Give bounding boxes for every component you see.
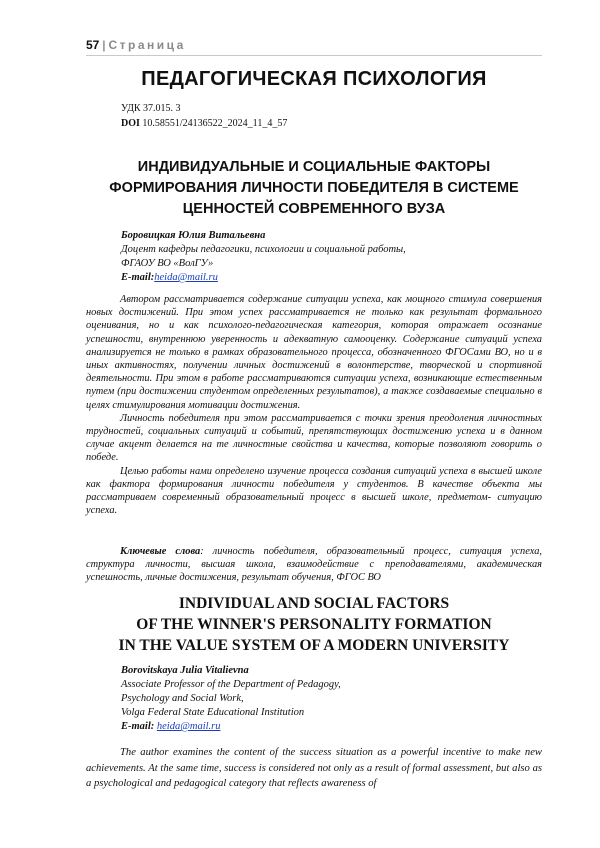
author-block-en: [121, 664, 341, 734]
title-en-line: OF THE WINNER'S PERSONALITY FORMATION: [136, 616, 492, 633]
author-position-en: Psychology and Social Work,: [121, 693, 244, 704]
title-ru-line: ЦЕННОСТЕЙ СОВРЕМЕННОГО ВУЗА: [182, 201, 446, 217]
article-title-en: [86, 593, 542, 656]
title-en-line: IN THE VALUE SYSTEM OF A MODERN UNIVERSITY: [118, 637, 510, 654]
author-name-ru: Боровицкая Юлия Витальевна: [121, 230, 266, 241]
abstract-ru: [86, 293, 542, 517]
abstract-en-paragraph: The author examines the content of the success situation as a powerful incentive to make new achievements. At the same time, success is considered not only as a result of formal assessment, but also as a psychological and pedagogical category that reflects awareness of: [86, 747, 542, 789]
udc-code: УДК 37.015. 3: [121, 103, 181, 114]
email-label-ru: E-mail:: [121, 272, 155, 283]
article-title-ru: [86, 157, 542, 220]
author-position-en: Associate Professor of the Department of Pedagogy,: [121, 679, 341, 690]
running-head: [86, 38, 186, 52]
author-block-ru: [121, 229, 406, 285]
author-position-ru: Доцент кафедры педагогики, психологии и социальной работы,: [121, 244, 406, 255]
page-number: 57: [86, 38, 100, 52]
author-name-en: Borovitskaya Julia Vitalievna: [121, 665, 249, 676]
abstract-ru-paragraph: Автором рассматривается содержание ситуации успеха, как мощного стимула совершения новых достижений. При этом успех рассматривается не только как результат формального оценивания, но и как психолого-педагогическая категория, которая отражает осознание успешности, внутреннюю уверенность и адекватную самооценку. Содержание ситуаций успеха анализируется не только в рамках образовательного процесса, обозначенного ФГОСами ВО, но и в иных активностях, получении личных достижений в волонтерстве, творческой и спортивной деятельности. При этом в работе рассматриваются ситуации успеха, возникающие естественным путем (при достижении студентом определенных результатов), а также создаваемые специально в целях стимулирования мотивации достижения.: [86, 294, 542, 411]
doi-label: DOI: [121, 118, 140, 129]
abstract-ru-paragraph: Целью работы нами определено изучение процесса создания ситуаций успеха в высшей школе как фактора формирования личности победителя у студентов. В качестве объекта мы рассматриваем современный образовательный процесс в высшей школе, предметом- ситуацию успеха.: [86, 465, 542, 517]
doi-line: [121, 117, 287, 130]
keywords-label: Ключевые слова: [120, 546, 201, 557]
running-head-separator: |: [102, 38, 106, 52]
abstract-ru-paragraph: Личность победителя при этом рассматривается с точки зрения преодоления личностных трудностей, социальных ситуаций и событий, препятствующих достижению успеха и в данном случае акцент делается на те личностные свойства и качества, которые позволяют говорить о победе.: [86, 412, 542, 464]
author-org-ru: ФГАОУ ВО «ВолГУ»: [121, 258, 214, 269]
email-link-ru[interactable]: heida@mail.ru: [154, 272, 218, 283]
header-rule: [86, 55, 542, 56]
running-head-word: Страница: [108, 38, 186, 52]
title-ru-line: ФОРМИРОВАНИЯ ЛИЧНОСТИ ПОБЕДИТЕЛЯ В СИСТЕМЕ: [109, 180, 519, 196]
email-label-en: E-mail:: [121, 721, 155, 732]
journal-section-title: ПЕДАГОГИЧЕСКАЯ ПСИХОЛОГИЯ: [141, 68, 487, 90]
title-ru-line: ИНДИВИДУАЛЬНЫЕ И СОЦИАЛЬНЫЕ ФАКТОРЫ: [137, 159, 491, 175]
email-link-en[interactable]: heida@mail.ru: [156, 721, 221, 732]
title-en-line: INDIVIDUAL AND SOCIAL FACTORS: [178, 595, 450, 612]
doi-value: 10.58551/24136522_2024_11_4_57: [142, 118, 288, 129]
abstract-en: [86, 745, 542, 792]
keywords-text: : личность победителя, образовательный процесс, ситуация успеха, структура личности, высшая школа, взаимодействие с преподавателями, академическая успешность, личные достижения, результат обучения, ФГОС ВО: [86, 546, 542, 584]
keywords-ru: [86, 545, 542, 585]
author-org-en: Volga Federal State Educational Institution: [121, 707, 305, 718]
